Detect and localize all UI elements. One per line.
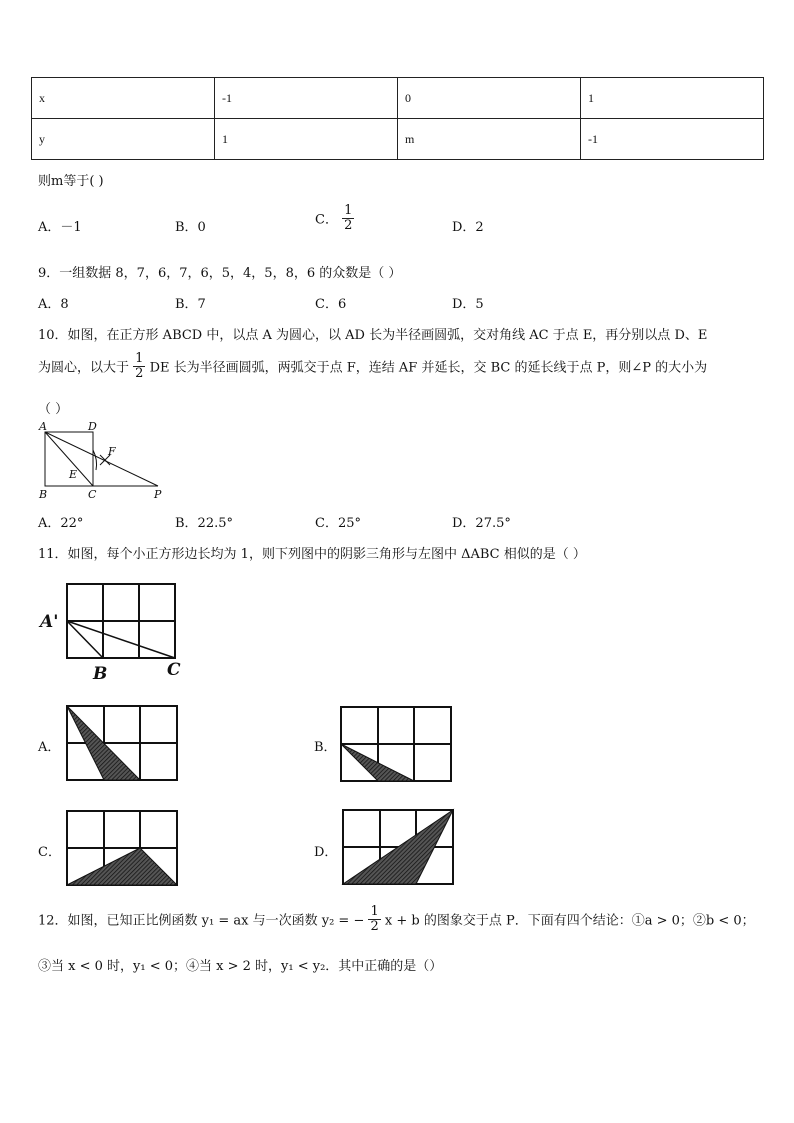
q9-option-a[interactable]: A．8 xyxy=(38,297,69,312)
fraction-denominator: 2 xyxy=(135,365,144,381)
q11-option-b-figure[interactable] xyxy=(338,704,454,788)
label-b: B xyxy=(39,488,48,501)
q11-option-d-figure[interactable] xyxy=(340,806,458,888)
table-cell: m xyxy=(398,119,581,160)
table-cell: x xyxy=(32,78,215,119)
q12-stem-text: 12．如图，已知正比例函数 y₁ = ax 与一次函数 y₂ = − xyxy=(38,913,365,929)
q8-option-a[interactable]: A．－1 xyxy=(38,220,82,235)
label-c: C xyxy=(88,488,97,501)
table-cell: 1 xyxy=(215,119,398,160)
q10-square-figure xyxy=(36,418,171,503)
q11-option-b-label[interactable]: B． xyxy=(314,740,337,755)
q10-stem-text: 为圆心，以大于 xyxy=(38,360,130,376)
table-row xyxy=(32,78,764,119)
q9-option-d[interactable]: D．5 xyxy=(452,297,484,312)
q8-stem: 则m等于( ) xyxy=(38,174,104,189)
q10-option-b[interactable]: B．22.5° xyxy=(175,516,233,531)
q10-stem-line1: 10．如图，在正方形 ABCD 中，以点 A 为圆心，以 AD 长为半径画圆弧，交对角线 AC 于点 E，再分别以点 D、E xyxy=(38,328,708,343)
arc-e xyxy=(93,450,97,470)
table-row xyxy=(32,119,764,160)
q11-option-a-label[interactable]: A． xyxy=(38,740,61,755)
q12-stem-text: x + b 的图象交于点 P．下面有四个结论：①a > 0；②b < 0； xyxy=(384,913,755,929)
shaded-triangle xyxy=(67,848,177,885)
q10-option-a[interactable]: A．22° xyxy=(38,516,84,531)
q12-stem-line1 xyxy=(38,905,755,933)
label-a-prime: A' xyxy=(40,612,59,632)
table-cell: 1 xyxy=(581,78,764,119)
q9-stem: 9．一组数据 8，7，6，7，6，5，4，5，8，6 的众数是（ ） xyxy=(38,266,402,281)
q10-option-c[interactable]: C．25° xyxy=(315,516,361,531)
table-cell: y xyxy=(32,119,215,160)
q11-stem: 11．如图，每个小正方形边长均为 1，则下列图中的阴影三角形与左图中 ΔABC 相似的是（ ） xyxy=(38,547,586,562)
q10-fraction xyxy=(133,352,145,380)
q10-stem-line3: （ ） xyxy=(38,402,69,417)
q10-option-d[interactable]: D．27.5° xyxy=(452,516,511,531)
q10-stem-text: DE 长为半径画圆弧，两弧交于点 F，连结 AF 并延长，交 BC 的延长线于点 P，则∠P 的大小为 xyxy=(149,360,708,376)
q8-option-c-prefix: C． xyxy=(315,212,338,228)
q11-reference-figure xyxy=(36,575,186,685)
label-f: F xyxy=(108,445,116,458)
label-b: B xyxy=(93,664,108,684)
label-c: C xyxy=(167,660,181,680)
fraction-denominator: 2 xyxy=(344,217,353,233)
q8-option-c-fraction xyxy=(342,204,354,232)
label-d: D xyxy=(88,420,97,433)
q11-option-a-figure[interactable] xyxy=(64,704,180,782)
q12-fraction xyxy=(368,905,380,933)
q10-stem-line2 xyxy=(38,352,707,380)
label-a: A xyxy=(39,420,47,433)
q11-option-c-figure[interactable] xyxy=(64,808,180,888)
fraction-numerator: 1 xyxy=(344,203,353,218)
table-cell: -1 xyxy=(581,119,764,160)
table-cell: 0 xyxy=(398,78,581,119)
q8-option-d[interactable]: D．2 xyxy=(452,220,484,235)
label-e: E xyxy=(69,468,78,481)
value-table xyxy=(31,77,764,160)
q11-option-d-label[interactable]: D． xyxy=(314,845,338,860)
q11-option-c-label[interactable]: C． xyxy=(38,845,61,860)
fraction-denominator: 2 xyxy=(370,918,379,934)
q9-option-b[interactable]: B．7 xyxy=(175,297,206,312)
table-cell: -1 xyxy=(215,78,398,119)
fraction-numerator: 1 xyxy=(135,351,144,366)
q8-option-b[interactable]: B．0 xyxy=(175,220,206,235)
q8-option-c[interactable] xyxy=(315,204,354,232)
line-ap xyxy=(45,432,158,486)
q9-option-c[interactable]: C．6 xyxy=(315,297,347,312)
label-p: P xyxy=(154,488,162,501)
q12-stem-line2: ③当 x < 0 时，y₁ < 0；④当 x > 2 时，y₁ < y₂．其中正确的是（） xyxy=(38,959,443,974)
fraction-numerator: 1 xyxy=(370,904,379,919)
